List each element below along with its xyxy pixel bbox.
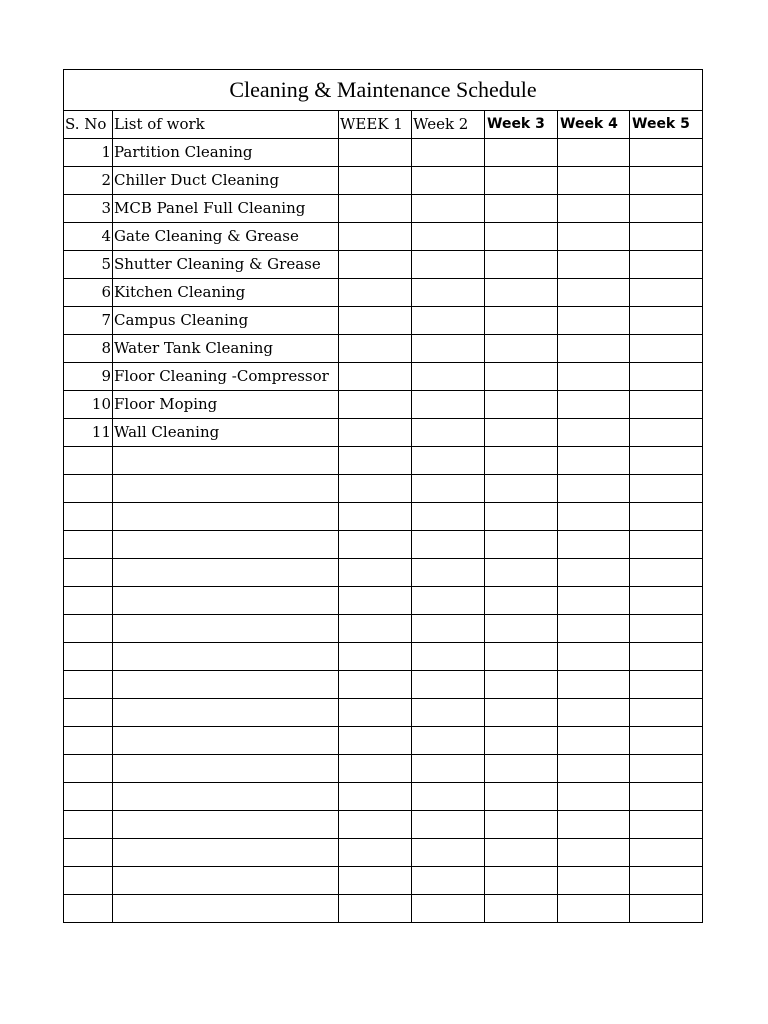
week-2-cell[interactable] bbox=[412, 531, 485, 559]
table-row bbox=[64, 783, 703, 811]
week-2-cell[interactable] bbox=[412, 195, 485, 223]
header-week-5: Week 5 bbox=[630, 111, 703, 139]
table-row bbox=[64, 363, 703, 391]
table-row bbox=[64, 223, 703, 251]
row-serial-number: 1 bbox=[64, 139, 113, 167]
row-serial-number bbox=[64, 531, 113, 559]
week-1-cell[interactable] bbox=[339, 195, 412, 223]
table-row bbox=[64, 615, 703, 643]
week-1-cell[interactable] bbox=[339, 615, 412, 643]
row-serial-number bbox=[64, 839, 113, 867]
table-row bbox=[64, 531, 703, 559]
header-week-4: Week 4 bbox=[558, 111, 630, 139]
row-work-item: MCB Panel Full Cleaning bbox=[113, 195, 339, 223]
row-serial-number: 11 bbox=[64, 419, 113, 447]
row-work-item: Gate Cleaning & Grease bbox=[113, 223, 339, 251]
week-3-cell[interactable] bbox=[485, 699, 558, 727]
row-work-item: Chiller Duct Cleaning bbox=[113, 167, 339, 195]
week-1-cell[interactable] bbox=[339, 307, 412, 335]
row-work-item: Water Tank Cleaning bbox=[113, 335, 339, 363]
week-1-cell[interactable] bbox=[339, 811, 412, 839]
week-5-cell[interactable] bbox=[630, 783, 703, 811]
table-row bbox=[64, 867, 703, 895]
row-work-item bbox=[113, 867, 339, 895]
table-row bbox=[64, 167, 703, 195]
week-3-cell[interactable] bbox=[485, 363, 558, 391]
week-5-cell[interactable] bbox=[630, 167, 703, 195]
week-3-cell[interactable] bbox=[485, 447, 558, 475]
row-serial-number bbox=[64, 811, 113, 839]
week-4-cell[interactable] bbox=[558, 475, 630, 503]
row-serial-number bbox=[64, 895, 113, 923]
row-serial-number: 8 bbox=[64, 335, 113, 363]
week-3-cell[interactable] bbox=[485, 475, 558, 503]
week-5-cell[interactable] bbox=[630, 475, 703, 503]
week-5-cell[interactable] bbox=[630, 503, 703, 531]
week-2-cell[interactable] bbox=[412, 615, 485, 643]
week-3-cell[interactable] bbox=[485, 391, 558, 419]
week-4-cell[interactable] bbox=[558, 391, 630, 419]
week-1-cell[interactable] bbox=[339, 391, 412, 419]
row-work-item bbox=[113, 895, 339, 923]
week-3-cell[interactable] bbox=[485, 195, 558, 223]
week-3-cell[interactable] bbox=[485, 867, 558, 895]
week-5-cell[interactable] bbox=[630, 671, 703, 699]
week-3-cell[interactable] bbox=[485, 531, 558, 559]
row-serial-number bbox=[64, 559, 113, 587]
week-3-cell[interactable] bbox=[485, 251, 558, 279]
table-row bbox=[64, 419, 703, 447]
week-2-cell[interactable] bbox=[412, 279, 485, 307]
row-serial-number bbox=[64, 503, 113, 531]
header-week-2: Week 2 bbox=[412, 111, 485, 139]
week-4-cell[interactable] bbox=[558, 447, 630, 475]
week-4-cell[interactable] bbox=[558, 279, 630, 307]
week-3-cell[interactable] bbox=[485, 783, 558, 811]
week-4-cell[interactable] bbox=[558, 195, 630, 223]
week-4-cell[interactable] bbox=[558, 419, 630, 447]
row-work-item: Floor Cleaning -Compressor bbox=[113, 363, 339, 391]
table-row bbox=[64, 447, 703, 475]
week-3-cell[interactable] bbox=[485, 671, 558, 699]
week-5-cell[interactable] bbox=[630, 615, 703, 643]
row-work-item: Campus Cleaning bbox=[113, 307, 339, 335]
week-1-cell[interactable] bbox=[339, 223, 412, 251]
week-5-cell[interactable] bbox=[630, 251, 703, 279]
week-2-cell[interactable] bbox=[412, 811, 485, 839]
week-5-cell[interactable] bbox=[630, 867, 703, 895]
week-2-cell[interactable] bbox=[412, 699, 485, 727]
week-1-cell[interactable] bbox=[339, 335, 412, 363]
header-week-1: WEEK 1 bbox=[339, 111, 412, 139]
table-row bbox=[64, 475, 703, 503]
table-row bbox=[64, 195, 703, 223]
row-serial-number: 3 bbox=[64, 195, 113, 223]
week-4-cell[interactable] bbox=[558, 615, 630, 643]
row-work-item bbox=[113, 447, 339, 475]
week-5-cell[interactable] bbox=[630, 727, 703, 755]
row-work-item bbox=[113, 783, 339, 811]
table-row bbox=[64, 727, 703, 755]
row-work-item bbox=[113, 671, 339, 699]
week-2-cell[interactable] bbox=[412, 839, 485, 867]
row-work-item bbox=[113, 503, 339, 531]
week-1-cell[interactable] bbox=[339, 559, 412, 587]
row-work-item bbox=[113, 839, 339, 867]
week-5-cell[interactable] bbox=[630, 531, 703, 559]
week-3-cell[interactable] bbox=[485, 223, 558, 251]
header-row bbox=[64, 111, 703, 139]
week-4-cell[interactable] bbox=[558, 531, 630, 559]
week-4-cell[interactable] bbox=[558, 251, 630, 279]
row-serial-number bbox=[64, 643, 113, 671]
row-serial-number bbox=[64, 699, 113, 727]
week-5-cell[interactable] bbox=[630, 195, 703, 223]
row-work-item bbox=[113, 587, 339, 615]
row-serial-number bbox=[64, 671, 113, 699]
week-5-cell[interactable] bbox=[630, 363, 703, 391]
week-2-cell[interactable] bbox=[412, 475, 485, 503]
row-serial-number: 2 bbox=[64, 167, 113, 195]
week-1-cell[interactable] bbox=[339, 727, 412, 755]
row-work-item: Kitchen Cleaning bbox=[113, 279, 339, 307]
week-1-cell[interactable] bbox=[339, 587, 412, 615]
row-serial-number bbox=[64, 587, 113, 615]
week-1-cell[interactable] bbox=[339, 699, 412, 727]
week-5-cell[interactable] bbox=[630, 699, 703, 727]
week-2-cell[interactable] bbox=[412, 139, 485, 167]
week-2-cell[interactable] bbox=[412, 727, 485, 755]
week-1-cell[interactable] bbox=[339, 139, 412, 167]
week-4-cell[interactable] bbox=[558, 783, 630, 811]
week-2-cell[interactable] bbox=[412, 895, 485, 923]
week-3-cell[interactable] bbox=[485, 727, 558, 755]
row-work-item bbox=[113, 727, 339, 755]
week-1-cell[interactable] bbox=[339, 895, 412, 923]
week-2-cell[interactable] bbox=[412, 867, 485, 895]
row-serial-number bbox=[64, 867, 113, 895]
week-3-cell[interactable] bbox=[485, 643, 558, 671]
row-work-item bbox=[113, 699, 339, 727]
week-2-cell[interactable] bbox=[412, 587, 485, 615]
week-1-cell[interactable] bbox=[339, 251, 412, 279]
header-list-of-work: List of work bbox=[113, 111, 339, 139]
row-serial-number: 5 bbox=[64, 251, 113, 279]
week-2-cell[interactable] bbox=[412, 307, 485, 335]
week-4-cell[interactable] bbox=[558, 755, 630, 783]
week-4-cell[interactable] bbox=[558, 895, 630, 923]
week-4-cell[interactable] bbox=[558, 587, 630, 615]
week-3-cell[interactable] bbox=[485, 615, 558, 643]
row-serial-number bbox=[64, 755, 113, 783]
week-4-cell[interactable] bbox=[558, 671, 630, 699]
week-3-cell[interactable] bbox=[485, 139, 558, 167]
week-3-cell[interactable] bbox=[485, 559, 558, 587]
week-3-cell[interactable] bbox=[485, 307, 558, 335]
row-serial-number bbox=[64, 727, 113, 755]
header-sno: S. No bbox=[64, 111, 113, 139]
week-1-cell[interactable] bbox=[339, 419, 412, 447]
week-3-cell[interactable] bbox=[485, 895, 558, 923]
week-5-cell[interactable] bbox=[630, 447, 703, 475]
week-5-cell[interactable] bbox=[630, 895, 703, 923]
week-5-cell[interactable] bbox=[630, 839, 703, 867]
row-work-item bbox=[113, 643, 339, 671]
week-1-cell[interactable] bbox=[339, 839, 412, 867]
week-5-cell[interactable] bbox=[630, 755, 703, 783]
table-row bbox=[64, 279, 703, 307]
table-row bbox=[64, 811, 703, 839]
row-serial-number bbox=[64, 447, 113, 475]
week-5-cell[interactable] bbox=[630, 559, 703, 587]
table-row bbox=[64, 307, 703, 335]
week-2-cell[interactable] bbox=[412, 503, 485, 531]
week-2-cell[interactable] bbox=[412, 559, 485, 587]
week-5-cell[interactable] bbox=[630, 643, 703, 671]
row-serial-number bbox=[64, 783, 113, 811]
table-row bbox=[64, 643, 703, 671]
week-2-cell[interactable] bbox=[412, 755, 485, 783]
row-serial-number: 7 bbox=[64, 307, 113, 335]
week-3-cell[interactable] bbox=[485, 167, 558, 195]
week-1-cell[interactable] bbox=[339, 867, 412, 895]
row-work-item bbox=[113, 475, 339, 503]
week-3-cell[interactable] bbox=[485, 279, 558, 307]
row-work-item bbox=[113, 531, 339, 559]
week-4-cell[interactable] bbox=[558, 167, 630, 195]
week-1-cell[interactable] bbox=[339, 503, 412, 531]
week-1-cell[interactable] bbox=[339, 643, 412, 671]
week-4-cell[interactable] bbox=[558, 559, 630, 587]
week-4-cell[interactable] bbox=[558, 335, 630, 363]
table-row bbox=[64, 335, 703, 363]
week-2-cell[interactable] bbox=[412, 419, 485, 447]
week-2-cell[interactable] bbox=[412, 167, 485, 195]
row-work-item: Partition Cleaning bbox=[113, 139, 339, 167]
week-4-cell[interactable] bbox=[558, 307, 630, 335]
table-row bbox=[64, 559, 703, 587]
table-row bbox=[64, 895, 703, 923]
week-4-cell[interactable] bbox=[558, 867, 630, 895]
table-row bbox=[64, 699, 703, 727]
row-serial-number: 10 bbox=[64, 391, 113, 419]
week-3-cell[interactable] bbox=[485, 335, 558, 363]
week-5-cell[interactable] bbox=[630, 139, 703, 167]
row-work-item: Shutter Cleaning & Grease bbox=[113, 251, 339, 279]
week-2-cell[interactable] bbox=[412, 363, 485, 391]
row-work-item bbox=[113, 559, 339, 587]
week-2-cell[interactable] bbox=[412, 447, 485, 475]
table-row bbox=[64, 139, 703, 167]
week-3-cell[interactable] bbox=[485, 811, 558, 839]
week-5-cell[interactable] bbox=[630, 587, 703, 615]
table-row bbox=[64, 251, 703, 279]
week-1-cell[interactable] bbox=[339, 671, 412, 699]
week-4-cell[interactable] bbox=[558, 503, 630, 531]
week-1-cell[interactable] bbox=[339, 447, 412, 475]
week-4-cell[interactable] bbox=[558, 727, 630, 755]
week-3-cell[interactable] bbox=[485, 503, 558, 531]
table-row bbox=[64, 503, 703, 531]
table-row bbox=[64, 671, 703, 699]
week-1-cell[interactable] bbox=[339, 279, 412, 307]
table-row bbox=[64, 391, 703, 419]
week-3-cell[interactable] bbox=[485, 587, 558, 615]
week-5-cell[interactable] bbox=[630, 335, 703, 363]
table-row bbox=[64, 755, 703, 783]
week-2-cell[interactable] bbox=[412, 643, 485, 671]
week-2-cell[interactable] bbox=[412, 671, 485, 699]
schedule-table bbox=[63, 69, 703, 923]
week-5-cell[interactable] bbox=[630, 279, 703, 307]
week-1-cell[interactable] bbox=[339, 755, 412, 783]
week-2-cell[interactable] bbox=[412, 391, 485, 419]
week-2-cell[interactable] bbox=[412, 251, 485, 279]
week-2-cell[interactable] bbox=[412, 783, 485, 811]
row-serial-number: 6 bbox=[64, 279, 113, 307]
row-serial-number bbox=[64, 475, 113, 503]
week-3-cell[interactable] bbox=[485, 419, 558, 447]
week-2-cell[interactable] bbox=[412, 223, 485, 251]
row-serial-number: 9 bbox=[64, 363, 113, 391]
week-5-cell[interactable] bbox=[630, 223, 703, 251]
week-4-cell[interactable] bbox=[558, 699, 630, 727]
week-4-cell[interactable] bbox=[558, 811, 630, 839]
table-row bbox=[64, 587, 703, 615]
week-4-cell[interactable] bbox=[558, 839, 630, 867]
week-4-cell[interactable] bbox=[558, 363, 630, 391]
row-serial-number bbox=[64, 615, 113, 643]
header-week-3: Week 3 bbox=[485, 111, 558, 139]
week-5-cell[interactable] bbox=[630, 811, 703, 839]
sheet-title: Cleaning & Maintenance Schedule bbox=[64, 70, 703, 111]
week-4-cell[interactable] bbox=[558, 139, 630, 167]
title-row bbox=[64, 70, 703, 111]
week-5-cell[interactable] bbox=[630, 307, 703, 335]
week-1-cell[interactable] bbox=[339, 363, 412, 391]
row-work-item: Floor Moping bbox=[113, 391, 339, 419]
week-3-cell[interactable] bbox=[485, 755, 558, 783]
week-1-cell[interactable] bbox=[339, 167, 412, 195]
week-1-cell[interactable] bbox=[339, 783, 412, 811]
week-4-cell[interactable] bbox=[558, 223, 630, 251]
week-2-cell[interactable] bbox=[412, 335, 485, 363]
row-work-item: Wall Cleaning bbox=[113, 419, 339, 447]
row-serial-number: 4 bbox=[64, 223, 113, 251]
week-1-cell[interactable] bbox=[339, 531, 412, 559]
table-row bbox=[64, 839, 703, 867]
week-4-cell[interactable] bbox=[558, 643, 630, 671]
row-work-item bbox=[113, 755, 339, 783]
week-1-cell[interactable] bbox=[339, 475, 412, 503]
row-work-item bbox=[113, 615, 339, 643]
week-3-cell[interactable] bbox=[485, 839, 558, 867]
week-5-cell[interactable] bbox=[630, 419, 703, 447]
row-work-item bbox=[113, 811, 339, 839]
week-5-cell[interactable] bbox=[630, 391, 703, 419]
